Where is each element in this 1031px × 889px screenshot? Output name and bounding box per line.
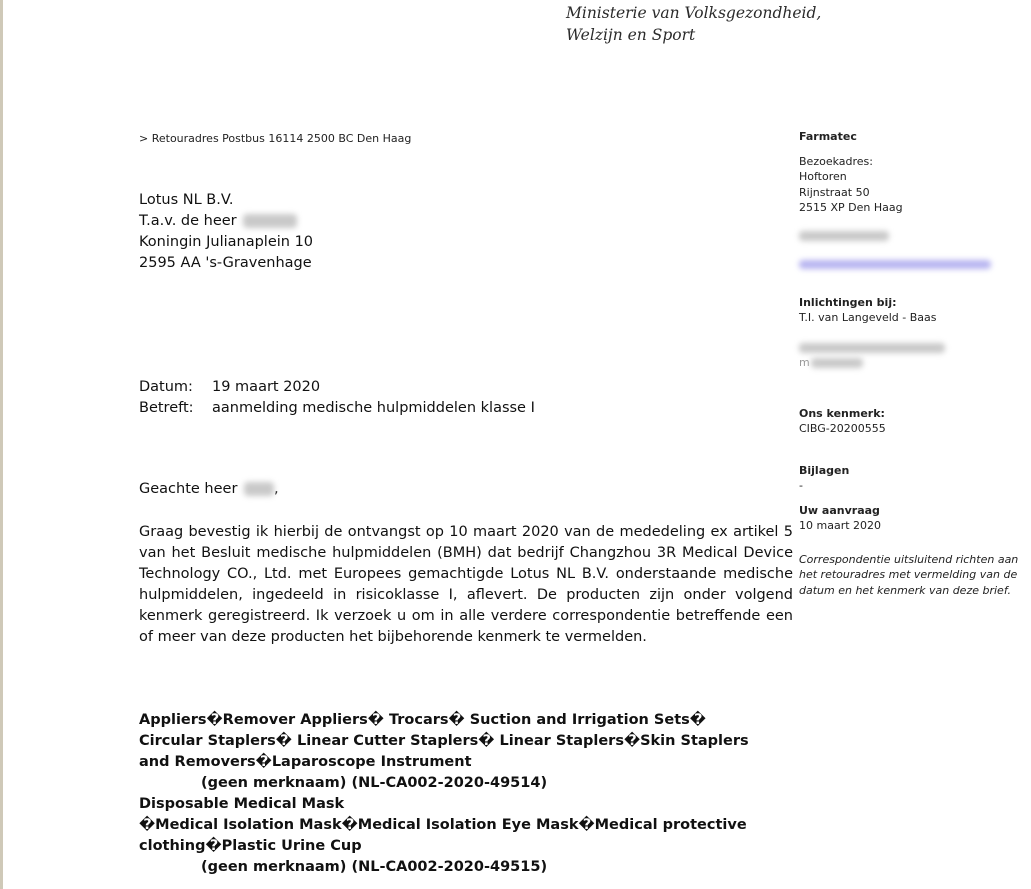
correspondence-note: Correspondentie uitsluitend richten aan het retouradres met vermelding van de datum en het kenmerk van deze brief. xyxy=(799,552,1019,597)
product-group-1-line-3: and Removers�Laparoscope Instrument xyxy=(139,754,472,770)
product-group-1-reference: (geen merknaam) (NL-CA002-2020-49514) xyxy=(201,775,548,791)
date-value: 19 maart 2020 xyxy=(212,379,321,395)
visit-address-line-1: Hoftoren xyxy=(799,170,847,183)
product-group-2-line-2: �Medical Isolation Mask�Medical Isolation Eye Mask�Medical protective xyxy=(139,817,747,833)
subject-label: Betreft: xyxy=(139,400,194,416)
product-group-2-line-1: Disposable Medical Mask xyxy=(139,796,345,812)
redacted-name xyxy=(243,214,297,228)
ministry-logo-text xyxy=(566,2,821,46)
reference-label: Ons kenmerk: xyxy=(799,406,885,420)
subject-row xyxy=(139,398,535,419)
body-paragraph: Graag bevestig ik hierbij de ontvangst op 10 maart 2020 van de mededeling ex artikel 5 van het Besluit medische hulpmiddelen (BMH) dat bedrijf Changzhou 3R Medical Device Technology CO., Ltd. met Europees gemachtigde Lotus NL B.V. onderstaande medische hulpmiddelen, ingedeeld in risicoklasse I, aflevert. De producten zijn onder volgend kenmerk geregistreerd. Ik verzoek u om in alle verdere correspondentie betreffende een of meer van deze producten het bijbehorende kenmerk te vermelden. xyxy=(139,524,793,645)
redacted-email-line-2 xyxy=(799,355,1021,371)
visit-address-label: Bezoekadres: xyxy=(799,154,873,168)
request-value: 10 maart 2020 xyxy=(799,519,882,532)
product-group-1-line-1: Appliers�Remover Appliers� Trocars� Suction and Irrigation Sets� xyxy=(139,712,706,728)
date-row xyxy=(139,377,535,398)
recipient-attention-line xyxy=(139,211,313,232)
recipient-address xyxy=(139,190,313,274)
visit-address-line-2: Rijnstraat 50 xyxy=(799,185,870,199)
product-list xyxy=(139,710,799,878)
info-name: T.I. van Langeveld - Baas xyxy=(799,311,937,324)
recipient-street: Koningin Julianaplein 10 xyxy=(139,234,314,250)
request-label: Uw aanvraag xyxy=(799,503,880,517)
redacted-name xyxy=(244,482,274,496)
sidebar-info xyxy=(799,129,1021,598)
date-label: Datum: xyxy=(139,379,193,395)
salutation xyxy=(139,481,279,497)
letter-meta xyxy=(139,377,535,419)
product-group-2-reference: (geen merknaam) (NL-CA002-2020-49515) xyxy=(201,859,548,875)
recipient-city: 2595 AA 's-Gravenhage xyxy=(139,255,312,271)
product-group-1-line-2: Circular Staplers� Linear Cutter Staplers� Linear Staplers�Skin Staplers xyxy=(139,733,749,749)
ministry-line-2: Welzijn en Sport xyxy=(566,26,696,44)
attachments-label: Bijlagen xyxy=(799,463,850,477)
redacted-website-link xyxy=(799,256,1021,272)
visit-address-line-3: 2515 XP Den Haag xyxy=(799,201,903,214)
attachments-value: - xyxy=(799,479,803,492)
salutation-suffix: , xyxy=(274,481,279,497)
ministry-line-1: Ministerie van Volksgezondheid, xyxy=(566,4,822,22)
product-group-2-line-3: clothing�Plastic Urine Cup xyxy=(139,838,362,854)
recipient-attention: T.a.v. de heer xyxy=(139,213,237,229)
info-label: Inlichtingen bij: xyxy=(799,295,897,309)
subject-value: aanmelding medische hulpmiddelen klasse I xyxy=(212,400,535,416)
page-edge xyxy=(0,0,3,889)
return-address: > Retouradres Postbus 16114 2500 BC Den Haag xyxy=(139,132,412,145)
salutation-prefix: Geachte heer xyxy=(139,481,238,497)
recipient-company: Lotus NL B.V. xyxy=(139,192,234,208)
reference-value: CIBG-20200555 xyxy=(799,422,886,435)
sidebar-org: Farmatec xyxy=(799,130,857,143)
redacted-email-line-1 xyxy=(799,340,1021,356)
redacted-phone xyxy=(799,228,1021,244)
info-email-fragment: m xyxy=(799,356,810,369)
